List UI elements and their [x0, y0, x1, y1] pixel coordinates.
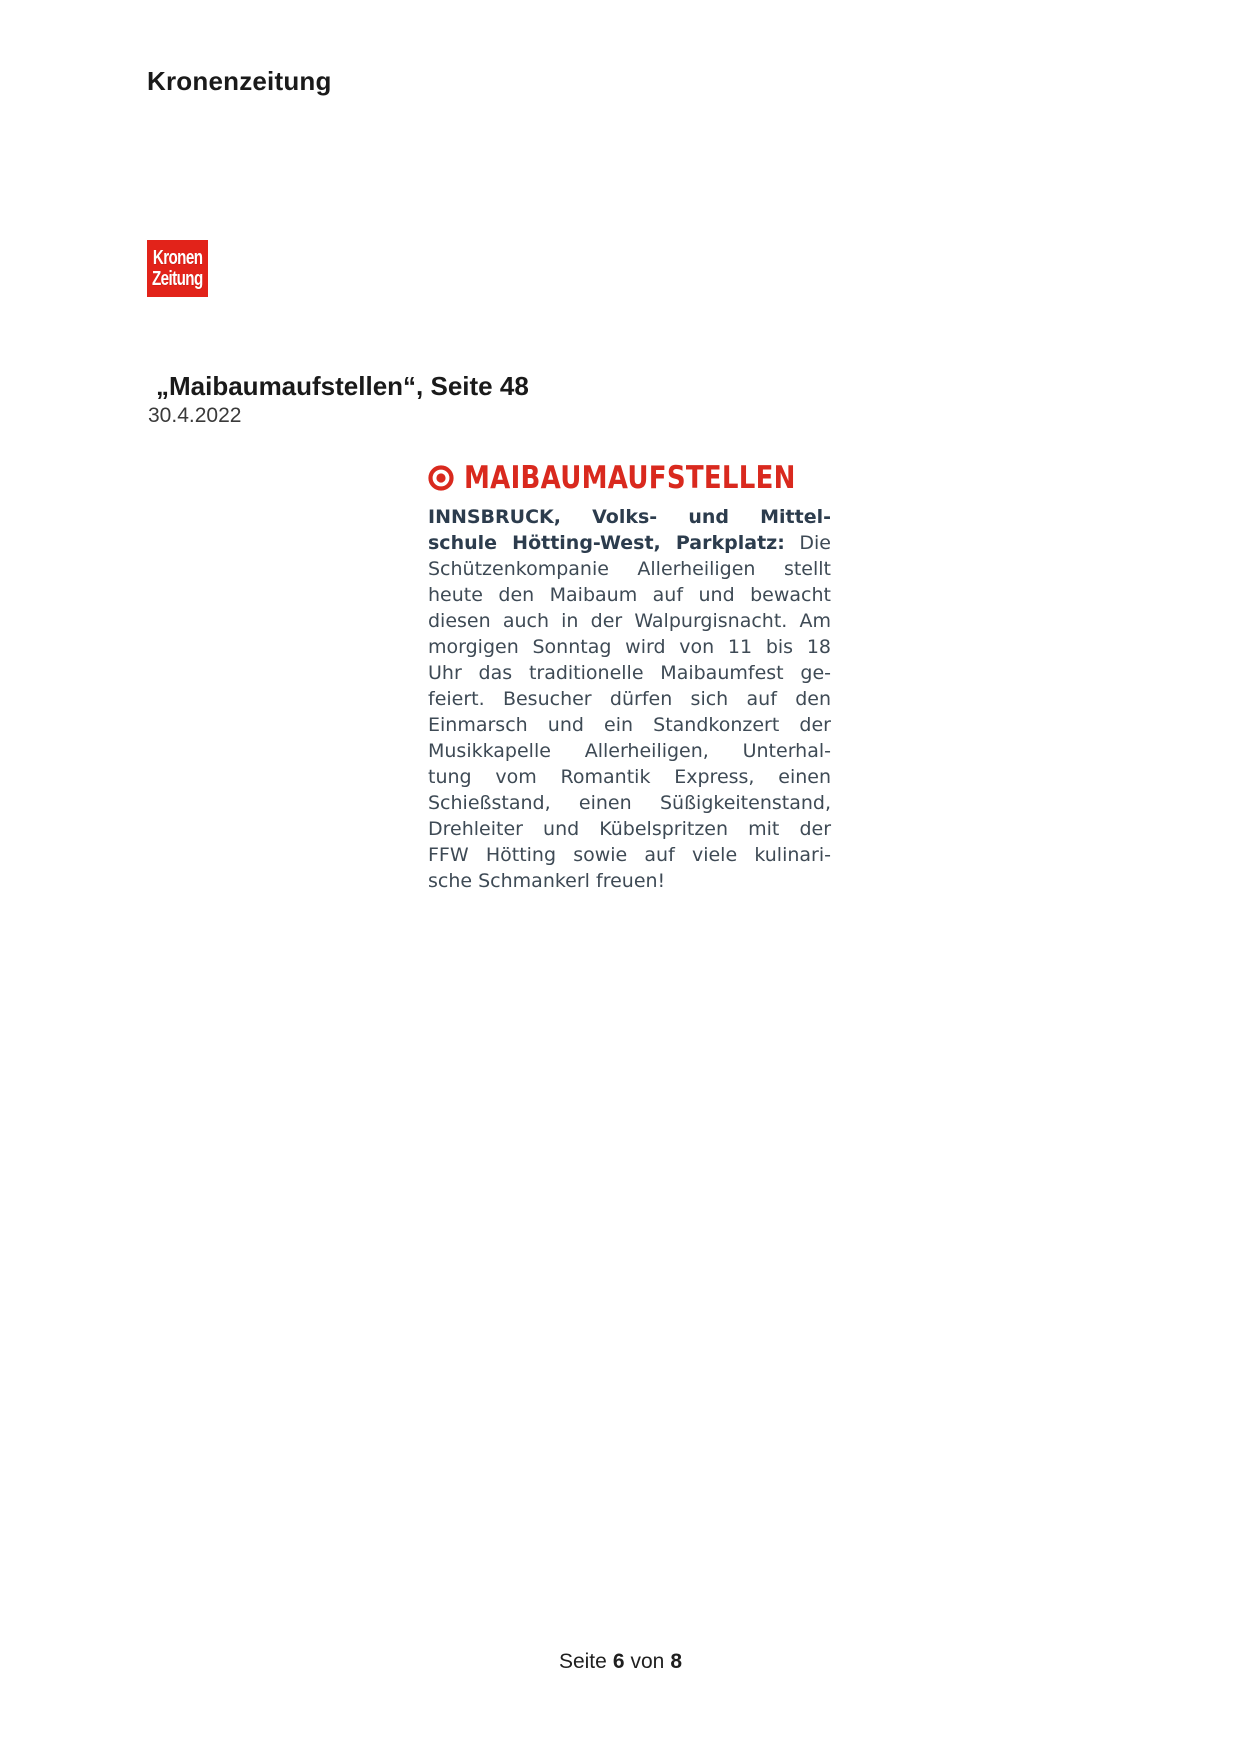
- article-line-text: sche Schmankerl freuen!: [428, 870, 666, 892]
- article-headline: [428, 461, 831, 495]
- article-line-text: FFW Hötting sowie auf viele kulinari-: [428, 844, 831, 866]
- article-line: [428, 686, 831, 712]
- article-line-text: diesen auch in der Walpurgisnacht. Am: [428, 610, 831, 632]
- footer-middle: von: [630, 1650, 665, 1673]
- article-line: [428, 738, 831, 764]
- article-line: [428, 764, 831, 790]
- clip-title: „Maibaumaufstellen“, Seite 48: [156, 371, 529, 401]
- article-line-text: heute den Maibaum auf und bewacht: [428, 584, 831, 606]
- article-headline-text: MAIBAUMAUFSTELLEN: [464, 460, 796, 496]
- article-clipping: [428, 461, 831, 894]
- article-line: [428, 868, 831, 894]
- article-line-text: morgigen Sonntag wird von 11 bis 18: [428, 636, 831, 658]
- publication-name: Kronenzeitung: [147, 66, 332, 96]
- kronen-zeitung-logo: [147, 240, 208, 297]
- article-line: [428, 712, 831, 738]
- article-line-bold: schule Hötting-West, Parkplatz:: [428, 532, 785, 554]
- article-line-text: Schießstand, einen Süßigkeitenstand,: [428, 792, 831, 814]
- article-line: [428, 842, 831, 868]
- article-line: [428, 660, 831, 686]
- clip-date: 30.4.2022: [148, 404, 242, 427]
- article-line: [428, 582, 831, 608]
- article-line-text: Uhr das traditionelle Maibaumfest ge-: [428, 662, 831, 684]
- page-footer: [0, 1650, 1241, 1674]
- footer-page-number: 6: [612, 1650, 625, 1673]
- logo-text-line1: Kronen: [152, 246, 203, 269]
- article-line-text: Schützenkompanie Allerheiligen stellt: [428, 558, 831, 580]
- article-line-text: feiert. Besucher dürfen sich auf den: [428, 688, 831, 710]
- article-line: [428, 530, 831, 556]
- article-line-text: tung vom Romantik Express, einen: [428, 766, 831, 788]
- footer-total-pages: 8: [670, 1650, 683, 1673]
- article-line: [428, 790, 831, 816]
- article-line-text: Einmarsch und ein Standkonzert der: [428, 714, 831, 736]
- article-line-text: Drehleiter und Kübelspritzen mit der: [428, 818, 831, 840]
- article-line-bold: INNSBRUCK, Volks- und Mittel-: [428, 506, 831, 528]
- bullseye-icon: [428, 465, 454, 491]
- article-line-text: Die: [784, 532, 831, 554]
- article-body: [428, 504, 831, 894]
- article-line: [428, 634, 831, 660]
- footer-prefix: Seite: [558, 1650, 607, 1673]
- logo-text-line2: Zeitung: [152, 267, 203, 290]
- article-line: [428, 556, 831, 582]
- article-line: [428, 608, 831, 634]
- article-line: [428, 504, 831, 530]
- article-line-text: Musikkapelle Allerheiligen, Unterhal-: [428, 740, 831, 762]
- article-line: [428, 816, 831, 842]
